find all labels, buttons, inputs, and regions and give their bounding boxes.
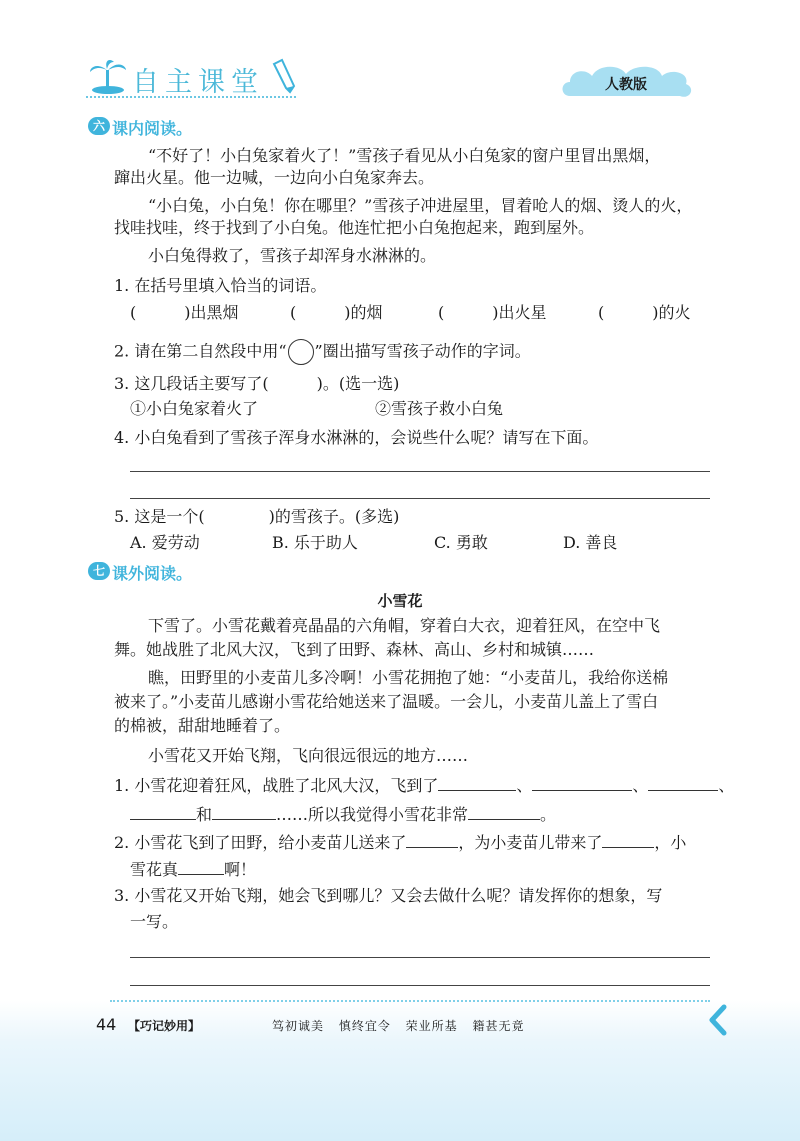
option[interactable]: ②雪孩子救小白兔 (375, 399, 504, 418)
question-1 (114, 776, 734, 796)
header-divider (86, 96, 296, 98)
question-2 (114, 339, 531, 365)
passage-line: 小雪花又开始飞翔，飞向很远很远的地方…… (148, 746, 469, 765)
page-number: 44 (96, 1015, 117, 1034)
answer-line[interactable] (130, 985, 710, 986)
palm-tree-icon (86, 56, 130, 96)
question-4: 4. 小白兔看到了雪孩子浑身水淋淋的，会说些什么呢？请写在下面。 (114, 428, 599, 447)
passage-line: 的棉被，甜甜地睡着了。 (114, 716, 291, 735)
question-text: ，为小麦苗儿带来了 (458, 833, 603, 852)
question-text: 啊！ (224, 860, 257, 879)
circle-mark-icon (288, 339, 314, 365)
question-1: 1. 在括号里填入恰当的词语。 (114, 276, 327, 295)
question-1-cont (130, 805, 556, 825)
fill-blank-item[interactable]: ( )出火星 (438, 303, 547, 322)
question-text: 和 (196, 805, 213, 824)
edition-label: 人教版 (605, 77, 647, 93)
answer-blank[interactable] (602, 833, 654, 848)
option[interactable]: ①小白兔家着火了 (130, 399, 259, 418)
question-3: 3. 小雪花又开始飞翔，她会飞到哪儿？又会去做什么呢？请发挥你的想象，写 (114, 886, 663, 905)
passage-line: “不好了！小白兔家着火了！”雪孩子看见从小白兔家的窗户里冒出黑烟， (148, 146, 661, 165)
question-2-cont (130, 860, 256, 880)
footer-motto: 笃初诚美 慎终宜令 荣业所基 籍甚无竟 (272, 1019, 525, 1033)
passage-line: 小白兔得救了，雪孩子却浑身水淋淋的。 (148, 246, 437, 265)
answer-blank[interactable] (178, 860, 224, 875)
answer-line[interactable] (130, 471, 710, 472)
question-text: 。 (540, 805, 557, 824)
answer-blank[interactable] (130, 805, 196, 820)
question-text: 1. 小雪花迎着狂风，战胜了北风大汉，飞到了 (114, 776, 439, 795)
answer-blank[interactable] (406, 833, 458, 848)
page-header-title: 自主课堂 (132, 67, 264, 98)
answer-blank[interactable] (212, 805, 276, 820)
question-5: 5. 这是一个( )的雪孩子。(多选) (114, 507, 400, 526)
section-title: 课内阅读。 (112, 119, 193, 138)
fill-blank-item[interactable]: ( )出黑烟 (130, 303, 239, 322)
footer-divider (110, 1000, 710, 1002)
section-number-badge: 七 (88, 562, 110, 580)
section-number-badge: 六 (88, 117, 110, 135)
answer-line[interactable] (130, 498, 710, 499)
story-title: 小雪花 (377, 592, 423, 610)
answer-line[interactable] (130, 957, 710, 958)
passage-line: 蹿出火星。他一边喊，一边向小白兔家奔去。 (114, 168, 435, 187)
question-text: ，小 (654, 833, 687, 852)
fill-blank-item[interactable]: ( )的火 (598, 303, 691, 322)
separator: 、 (632, 776, 649, 795)
question-2 (114, 833, 686, 853)
option[interactable]: C. 勇敢 (434, 533, 488, 552)
answer-blank[interactable] (532, 776, 632, 791)
option[interactable]: B. 乐于助人 (272, 533, 358, 552)
passage-line: 被来了。”小麦苗儿感谢小雪花给她送来了温暖。一会儿，小麦苗儿盖上了雪白 (114, 692, 659, 711)
answer-blank[interactable] (648, 776, 718, 791)
question-text: 2. 小雪花飞到了田野，给小麦苗儿送来了 (114, 833, 407, 852)
chevron-left-icon[interactable] (706, 1004, 730, 1036)
separator: 、 (516, 776, 533, 795)
passage-line: 找哇找哇，终于找到了小白兔。他连忙把小白兔抱起来，跑到屋外。 (114, 218, 595, 237)
passage-line: 瞧，田野里的小麦苗儿多冷啊！小雪花拥抱了她：“小麦苗儿，我给你送棉 (148, 668, 669, 687)
answer-blank[interactable] (468, 805, 540, 820)
separator: 、 (718, 776, 735, 795)
pencil-icon (268, 58, 298, 94)
question-3-cont: 一写。 (130, 912, 179, 931)
fill-blank-item[interactable]: ( )的烟 (290, 303, 383, 322)
footer-tag: 【巧记妙用】 (128, 1019, 201, 1033)
question-2-text: ”圈出描写雪孩子动作的字词。 (314, 341, 531, 361)
passage-line: 下雪了。小雪花戴着亮晶晶的六角帽，穿着白大衣，迎着狂风，在空中飞 (148, 616, 661, 635)
answer-blank[interactable] (438, 776, 516, 791)
passage-line: “小白兔，小白兔！你在哪里？”雪孩子冲进屋里，冒着呛人的烟、烫人的火， (148, 196, 693, 215)
question-2-text: 2. 请在第二自然段中用“ (114, 341, 287, 361)
option[interactable]: A. 爱劳动 (130, 533, 200, 552)
section-title: 课外阅读。 (112, 564, 193, 583)
option[interactable]: D. 善良 (563, 533, 618, 552)
question-text: 雪花真 (130, 860, 179, 879)
question-text: ……所以我觉得小雪花非常 (276, 805, 469, 824)
question-3: 3. 这几段话主要写了( )。(选一选) (114, 374, 400, 393)
passage-line: 舞。她战胜了北风大汉，飞到了田野、森林、高山、乡村和城镇…… (114, 640, 595, 659)
